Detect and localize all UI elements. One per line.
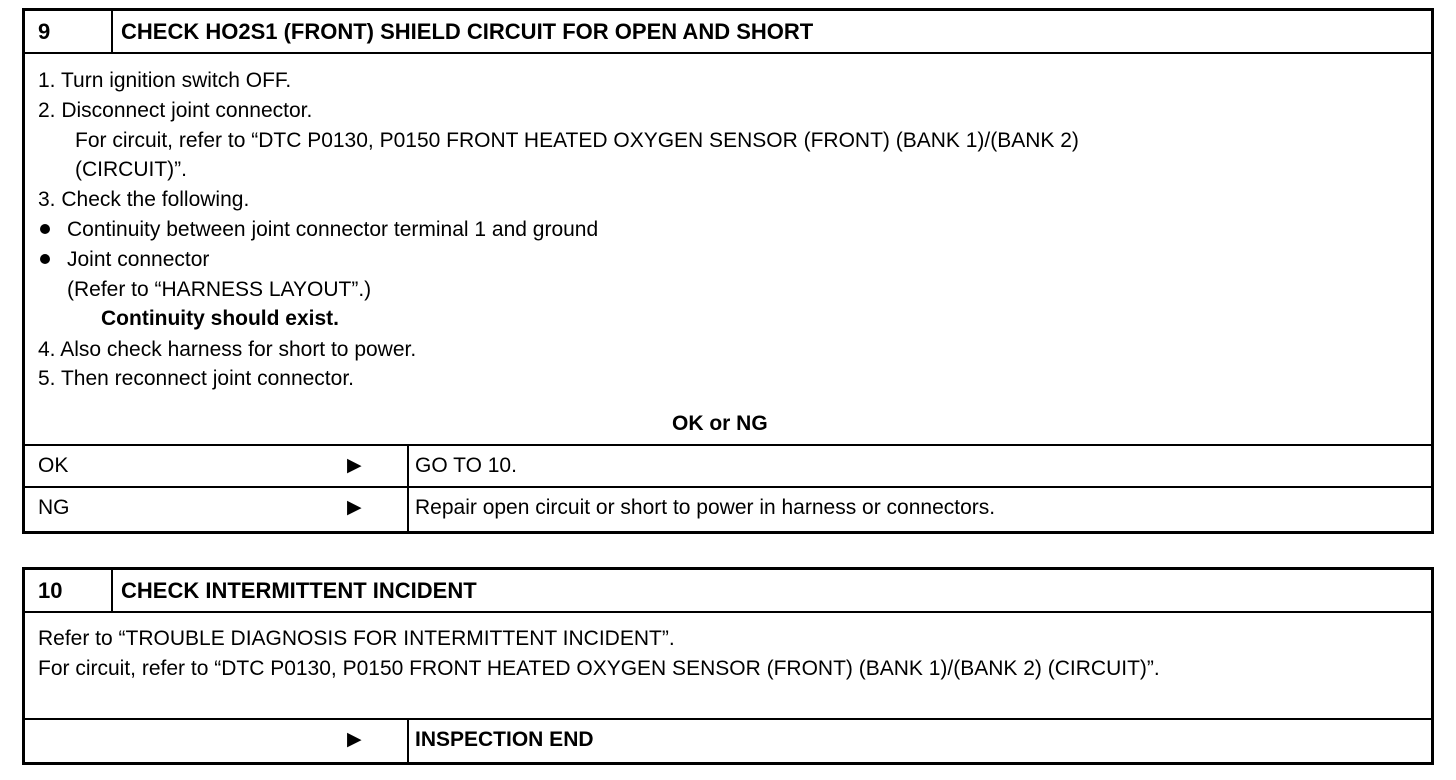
step-9-line-5: 3. Check the following.	[38, 188, 250, 211]
step-9-table	[22, 8, 1434, 534]
result-label-ng: NG	[38, 496, 70, 519]
step-9-line-10: 4. Also check harness for short to power.	[38, 338, 417, 361]
step-9-line-1: 1. Turn ignition switch OFF.	[38, 69, 292, 92]
result-text-inspection-end: INSPECTION END	[415, 728, 594, 751]
step-9-line-3: For circuit, refer to “DTC P0130, P0150 FRONT HEATED OXYGEN SENSOR (FRONT) (BANK 1)/(BANK 2)	[75, 129, 1079, 152]
step-9-result-ng	[25, 486, 1431, 531]
step-10-title: CHECK INTERMITTENT INCIDENT	[121, 578, 477, 603]
result-text-ok: GO TO 10.	[415, 454, 517, 477]
arrow-right-icon: ▶	[347, 455, 362, 476]
step-9-line-8: (Refer to “HARNESS LAYOUT”.)	[67, 278, 372, 301]
step-10-line-1: Refer to “TROUBLE DIAGNOSIS FOR INTERMITTENT INCIDENT”.	[38, 627, 675, 650]
result-label-ok: OK	[38, 454, 69, 477]
step-9-judgment: OK or NG	[672, 412, 768, 435]
bullet-icon	[40, 224, 50, 234]
step-10-number: 10	[25, 570, 113, 611]
step-10-table	[22, 567, 1434, 765]
step-9-line-11: 5. Then reconnect joint connector.	[38, 367, 354, 390]
step-9-result-ok	[25, 444, 1431, 486]
step-9-line-9: Continuity should exist.	[101, 307, 340, 330]
step-10-header	[25, 570, 1431, 613]
step-9-header	[25, 11, 1431, 54]
step-9-line-4: (CIRCUIT)”.	[75, 158, 187, 181]
step-10-line-2: For circuit, refer to “DTC P0130, P0150 FRONT HEATED OXYGEN SENSOR (FRONT) (BANK 1)/(BANK 2) (CIRCUIT)”.	[38, 657, 1160, 680]
step-9-line-2: 2. Disconnect joint connector.	[38, 99, 313, 122]
step-9-line-6: Continuity between joint connector terminal 1 and ground	[67, 218, 599, 241]
step-9-title: CHECK HO2S1 (FRONT) SHIELD CIRCUIT FOR OPEN AND SHORT	[121, 19, 814, 44]
arrow-right-icon: ▶	[347, 729, 362, 750]
step-10-result	[25, 718, 1431, 762]
bullet-icon	[40, 254, 50, 264]
step-9-number: 9	[25, 11, 113, 52]
result-text-ng: Repair open circuit or short to power in harness or connectors.	[415, 496, 996, 519]
arrow-right-icon: ▶	[347, 497, 362, 518]
step-9-line-7: Joint connector	[67, 248, 210, 271]
